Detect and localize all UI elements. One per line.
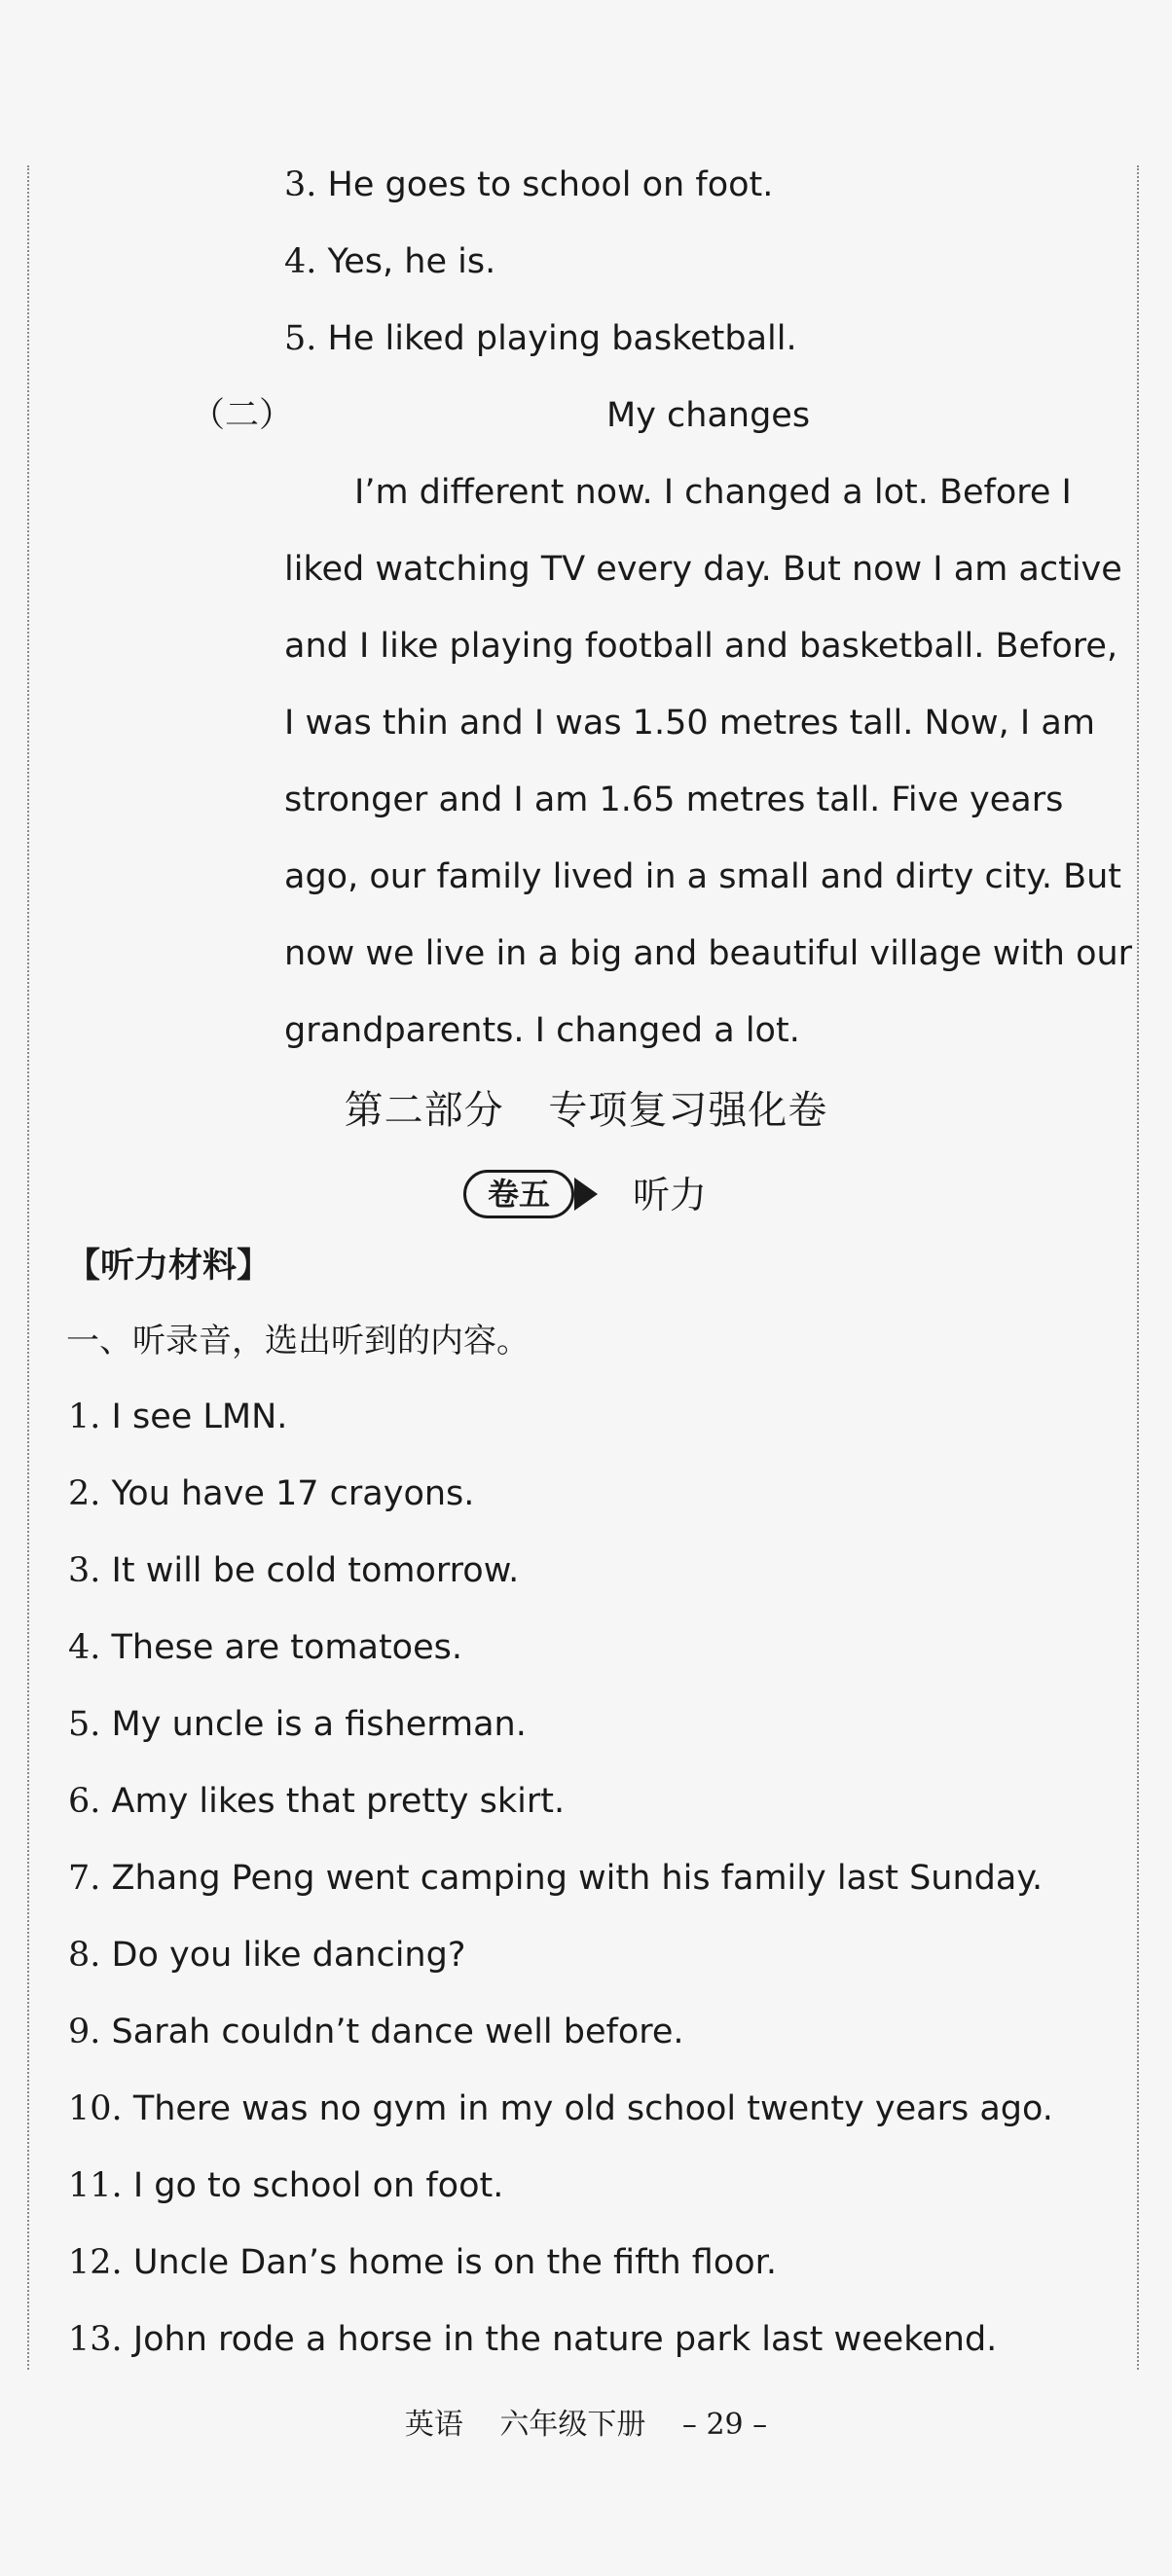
item-text: Zhang Peng went camping with his family last Sunday.	[111, 1859, 1044, 1898]
answer-text: Yes, he is.	[327, 242, 496, 281]
item-number: 1.	[68, 1397, 101, 1436]
item-number: 12.	[68, 2243, 123, 2282]
answer-number: 4.	[284, 242, 317, 281]
answer-text: He liked playing basketball.	[327, 319, 797, 358]
paragraph-line: now we live in a big and beautiful village with our	[284, 934, 1133, 973]
list-item	[68, 2087, 1053, 2130]
page-footer	[0, 2404, 1172, 2447]
paragraph-line: liked watching TV every day. But now I am active	[284, 550, 1122, 589]
item-number: 2.	[68, 1474, 101, 1513]
item-text: My uncle is a fisherman.	[111, 1705, 527, 1744]
list-item	[68, 1472, 474, 1515]
volume-title: 听力	[633, 1174, 708, 1216]
answer-item	[284, 317, 797, 360]
instruction: 一、听录音，选出听到的内容。	[66, 1322, 530, 1361]
volume-badge: 卷五	[463, 1170, 574, 1218]
answer-number: 5.	[284, 319, 317, 358]
item-text: Sarah couldn’t dance well before.	[111, 2013, 684, 2051]
paragraph-line: stronger and I am 1.65 metres tall. Five years	[284, 780, 1064, 819]
item-text: Do you like dancing?	[111, 1936, 466, 1975]
answer-number: 3.	[284, 165, 317, 204]
right-margin-dotted-line	[1137, 165, 1139, 2370]
item-text: You have 17 crayons.	[111, 1474, 475, 1513]
item-number: 9.	[68, 2013, 101, 2051]
list-item	[68, 2011, 684, 2053]
footer-grade: 六年级下册	[499, 2408, 646, 2442]
list-item	[68, 2318, 997, 2361]
footer-subject: 英语	[404, 2408, 463, 2442]
page-number: – 29 –	[681, 2408, 768, 2442]
paragraph-line: and I like playing football and basketball. Before,	[284, 627, 1118, 666]
answer-item	[284, 163, 773, 206]
answer-item	[284, 240, 495, 283]
item-number: 11.	[68, 2166, 123, 2205]
list-item	[68, 1857, 1043, 1900]
item-number: 10.	[68, 2089, 123, 2128]
item-text: Amy likes that pretty skirt.	[111, 1782, 566, 1821]
paragraph-line: ago, our family lived in a small and dirty city. But	[284, 857, 1122, 896]
material-heading: 【听力材料】	[66, 1247, 272, 1286]
list-item	[68, 2164, 503, 2207]
left-margin-dotted-line	[27, 165, 29, 2370]
list-item	[68, 1549, 519, 1592]
volume-heading	[0, 1168, 1172, 1226]
item-number: 7.	[68, 1859, 101, 1898]
section-name: 专项复习强化卷	[548, 1088, 828, 1133]
item-text: It will be cold tomorrow.	[111, 1551, 520, 1590]
part2-title: My changes	[606, 396, 811, 435]
list-item	[68, 1703, 527, 1746]
play-arrow-icon	[574, 1178, 598, 1211]
list-item	[68, 1626, 462, 1669]
item-text: These are tomatoes.	[111, 1628, 462, 1667]
item-text: I go to school on foot.	[132, 2166, 504, 2205]
answer-text: He goes to school on foot.	[327, 165, 774, 204]
part2-label: （二）	[191, 396, 294, 435]
item-text: There was no gym in my old school twenty years ago.	[132, 2089, 1053, 2128]
section-title	[0, 1085, 1172, 1136]
item-text: Uncle Dan’s home is on the fifth floor.	[132, 2243, 777, 2282]
item-number: 6.	[68, 1782, 101, 1821]
item-number: 5.	[68, 1705, 101, 1744]
list-item	[68, 2241, 777, 2284]
item-number: 13.	[68, 2320, 123, 2359]
paragraph-line: I’m different now. I changed a lot. Before I	[354, 473, 1072, 512]
list-item	[68, 1396, 287, 1438]
list-item	[68, 1934, 465, 1977]
item-text: I see LMN.	[111, 1397, 288, 1436]
item-number: 8.	[68, 1936, 101, 1975]
paragraph-line: I was thin and I was 1.50 metres tall. Now, I am	[284, 704, 1095, 743]
section-part: 第二部分	[344, 1088, 504, 1133]
paragraph-line: grandparents. I changed a lot.	[284, 1011, 800, 1050]
list-item	[68, 1780, 565, 1823]
item-number: 4.	[68, 1628, 101, 1667]
item-text: John rode a horse in the nature park last weekend.	[132, 2320, 998, 2359]
item-number: 3.	[68, 1551, 101, 1590]
